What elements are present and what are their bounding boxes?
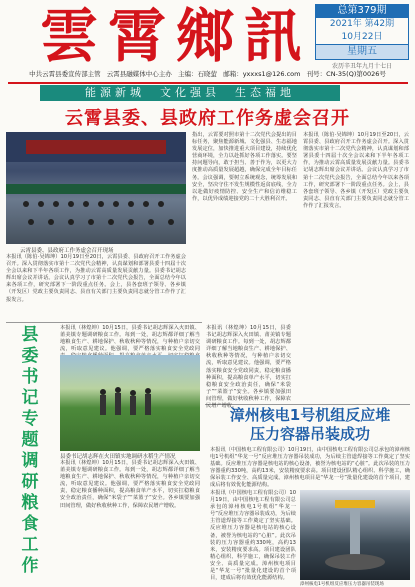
field-photo: [60, 355, 200, 451]
section-divider: [6, 322, 202, 323]
vhead-char: 记: [21, 388, 39, 408]
vhead-char: 研: [21, 472, 39, 492]
vhead-char: 书: [21, 367, 39, 387]
nuclear-headline: [210, 406, 410, 444]
masthead-rule: [8, 82, 408, 84]
issue-year: 2021年 第42期: [315, 18, 409, 31]
vhead-char: 粮: [21, 493, 39, 513]
issue-date: 10月22日: [315, 31, 409, 44]
meeting-photo-caption: 云霄县委、县政府工作务虚会召开现场: [20, 248, 114, 254]
meta-publisher: 云霄县融媒体中心主办: [106, 70, 172, 78]
nuclear-col-left: 本报讯（中国核电工程有限公司）10月19日，由中国核电工程有限公司总承包的漳州核电1号机组“华龙一号”反应堆压力容器吊装成功，为后续主管道焊接等工作奠定了坚实基础。反应堆压力容器是核电站的核心设备，被誉为核电站的“心脏”。此次吊装的压力容器重约330吨，高约13米，安装精度要求高。项目建设团队精心组织、科学施工，确保吊装工作安全、高质量完成。漳州核电项目是“华龙一号”批量化建设的首个项目，建成后将有效优化能源结构。: [210, 490, 296, 582]
lead-col-left: 本报讯（陈伯·吴锦坤）10月19日至20日，云霄县委、县政府召开工作务虚会召开。深入贯彻落实市第十二次党代会精神，认真谋划和部署县委十四届十次全会以来和下半年各项工作，为推动云霄高质量发展贡献力量。县委书记胡志辉出席会议并讲话。会议认真学习了市第十二次党代会报告，全面总结今年以来各项工作，研究部署下一阶段重点任务。会上，县各套班子领导、各乡镇（开发区）党政主要负责同志、县直有关部门主要负责同志就分管工作作了汇报发言。: [6, 254, 186, 303]
meeting-photo-art: [6, 132, 186, 244]
plant-photo-caption: 漳州核电1号机组反应堆压力容器吊装现场: [300, 582, 384, 587]
field-photo-art: [60, 355, 200, 451]
masthead: [0, 0, 415, 82]
meta-email: 邮箱：yxxxs1@126.com: [223, 70, 301, 78]
vhead-char: 工: [21, 535, 39, 555]
slogan-bar: 能源新城 文化强县 生态福地: [40, 85, 340, 101]
plant-photo-art: [300, 490, 410, 580]
vhead-char: 县: [21, 325, 39, 345]
meeting-photo: [6, 132, 186, 244]
vhead-char: 题: [21, 430, 39, 450]
masthead-title: 雲霄鄉訊: [40, 2, 313, 70]
issue-weekday: 星期五: [315, 44, 409, 60]
meta-editor: 主编：石晓萤: [177, 70, 217, 78]
agri-col-side: 本报讯（林煌坤）10月15日，县委书记胡志辉深入火田镇、莆美镇专题调研粮食工作。每到一处，胡志辉都详细了解当地粮食生产、耕地保护、秋收秋种等情况，与种植户亲切交流，听取意见建议。他强调，要严格落实粮食安全党政同责，稳定粮食播种面积，提高粮食单产水平，切实扛稳粮食安全政治责任，确保“米袋子”“菜篮子”安全。各乡镇要加强田间管理，做好秋收秋种工作，保障农民增产增收。: [206, 325, 291, 410]
nuclear-headline-2: 压力容器吊装成功: [249, 425, 370, 443]
vhead-char: 专: [21, 409, 39, 429]
issue-box: [315, 4, 409, 70]
lead-col-right: 本报讯（陈伯·吴锦坤）10月19日至20日，云霄县委、县政府召开工作务虚会召开。深入贯彻落实市第十二次党代会精神，认真谋划和部署县委十四届十次全会以来和下半年各项工作，为推动云霄高质量发展贡献力量。县委书记胡志辉出席会议并讲话。会议认真学习了市第十二次党代会报告，全面总结今年以来各项工作，研究部署下一阶段重点任务。会上，县各套班子领导、各乡镇（开发区）党政主要负责同志、县直有关部门主要负责同志就分管工作作了汇报发言。: [303, 132, 409, 209]
issue-total: 总第379期: [315, 4, 409, 18]
lead-headline: 云霄县委、县政府工作务虚会召开: [65, 108, 350, 129]
agri-col-top: 本报讯（林煌坤）10月15日，县委书记胡志辉深入火田镇、莆美镇专题调研粮食工作。每到一处，胡志辉都详细了解当地粮食生产、耕地保护、秋收秋种等情况，与种植户亲切交流，听取意见建议。他强调，要严格落实粮食安全党政同: [60, 325, 200, 353]
field-photo-caption: 县委书记胡志辉在火田镇实地调研水稻生产情况: [60, 454, 176, 460]
agri-col-bottom: 本报讯（林煌坤）10月15日，县委书记胡志辉深入火田镇、莆美镇专题调研粮食工作。每到一处，胡志辉都详细了解当地粮食生产、耕地保护、秋收秋种等情况，与种植户亲切交流，听取意见建议。他强调，要严格落实粮食安全党政同责，稳定粮食播种面积，提高粮食单产水平，切实扛稳粮食安全政治责任，确保“米袋子”“菜篮子”安全。各乡镇要加强田间管理，做好秋收秋种工作，保障农民增产增收。: [60, 460, 200, 509]
meta-org: 中共云霄县委宣传部主管: [29, 70, 101, 78]
meta-line: [0, 68, 415, 80]
nuclear-col-top: 本报讯（中国核电工程有限公司）10月19日，由中国核电工程有限公司总承包的漳州核电1号机组“华龙一号”反应堆压力容器吊装成功，为后续主管道焊接等工作奠定了坚实基础。反应堆压力容器是核电站的核心设备，被誉为核电站的“心脏”。此次吊装的压力容器重约330吨，高约13米，安装精度要求高。项目建设团队精心组织、科学施工，确保吊装工作安全、高质量完成。漳州核电项目是“华龙一号”批量化建设的首个项目，建成后将有效优化能源结构。: [210, 447, 410, 489]
issue-lunar: 农历辛丑年九月十七日: [331, 63, 392, 70]
lead-col-middle: 指出，云霄要对照市第十二次党代会提出的目标任务，聚焦能源新城、文化强县、生态福地发展定位，加快推进重大项目建设，持续优化营商环境，全力以赴抓好各项工作落实。要坚持问题导向，敢于担当、善于作为，以更大力度推动高质量发展超越，确保完成全年目标任务。会议强调，要树立系统观念，统筹发展和安全，坚决守住不发生规模性返贫底线，全力以赴做好疫情防控、安全生产和信访维稳工作，以优异成绩迎接党的二十大胜利召开。: [192, 132, 297, 202]
vhead-char: 作: [21, 556, 39, 576]
vhead-char: 调: [21, 451, 39, 471]
nuclear-headline-1: 漳州核电1号机组反应堆: [229, 406, 391, 424]
vhead-char: 委: [21, 346, 39, 366]
vhead-char: 食: [21, 514, 39, 534]
meta-code: 刊号：CN-35(Q)第0026号: [306, 70, 386, 78]
plant-photo: [300, 490, 410, 580]
agri-vertical-headline: [6, 325, 54, 580]
